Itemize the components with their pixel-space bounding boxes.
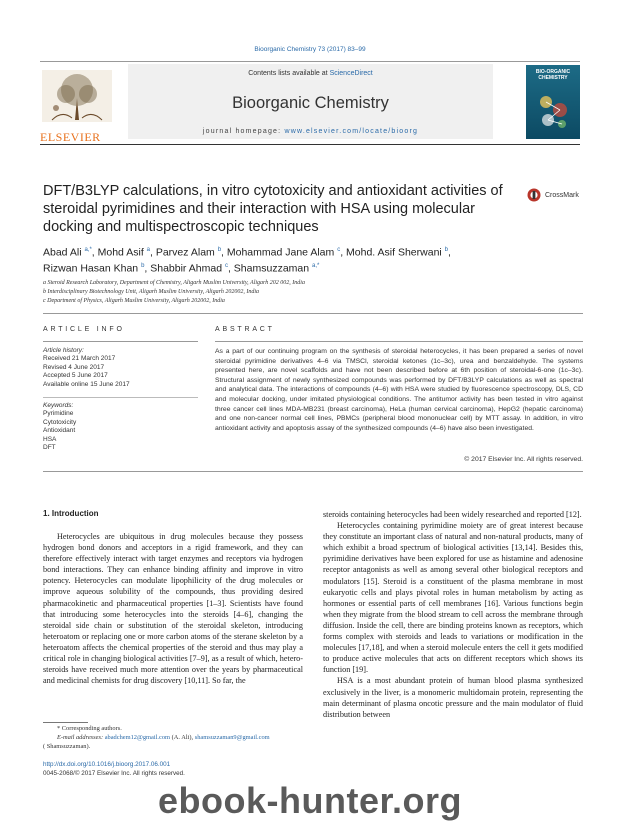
intro-paragraph-3: HSA is a most abundant protein of human blood plasma synthesized exclusively in the liver, is a monomeric multidomain protein, representing the main determinant of plasma oncotic pressure and the main modulator of fluid distribution between [323,676,583,719]
elsevier-tree-logo [42,70,112,122]
intro-paragraph-continued: steroids containing heterocycles had been widely researched and reported [12]. [323,510,582,519]
corresponding-note: * Corresponding authors. [57,725,122,732]
homepage-prefix: journal homepage: [202,128,285,135]
journal-reference[interactable]: Bioorganic Chemistry 73 (2017) 83–99 [254,46,366,53]
publisher-wordmark: ELSEVIER [40,130,101,144]
author-list: Abad Ali $^{a,*}$, Mohd Asif $^a$, Parvez Alam $^b$, Mohammad Jane Alam $^c$, Mohd. Asif Sherwani $^b$, Rizwan Hasan Khan $^b$, Shabbir Ahmad $^c$, Shamsuzzaman $^{a,*}$ [43,246,451,275]
affiliations [43,279,583,306]
history-online: Available online 15 June 2017 [43,380,130,388]
article-title: DFT/B3LYP calculations, in vitro cytotoxicity and antioxidant activities of steroidal pyrimidines and their interaction with HSA using molecular docking and multispectroscopic techniques [43,183,503,235]
email-link[interactable]: abadchem12@gmail.com [104,734,171,741]
cover-title: BIO-ORGANIC CHEMISTRY [535,69,571,81]
divider [43,341,198,342]
doi-block [43,760,303,778]
journal-title: Bioorganic Chemistry [232,94,389,112]
keyword: Antioxidant [43,427,76,435]
abstract-heading: ABSTRACT [215,326,275,333]
keyword: Cytotoxicity [43,418,77,426]
article-info-heading: ARTICLE INFO [43,326,125,333]
email-link[interactable]: shamsuzzaman9@gmail.com [194,734,270,741]
crossmark-icon[interactable] [527,188,541,202]
keywords [43,402,198,452]
cover-molecule-image [534,90,572,132]
sciencedirect-link[interactable]: ScienceDirect [329,70,373,77]
crossmark-label[interactable]: CrossMark [545,192,579,199]
keywords-label: Keywords: [43,402,74,409]
history-received: Received 21 March 2017 [43,355,116,363]
keyword: DFT [43,444,56,452]
watermark: ebook-hunter.org [158,780,462,821]
history-revised: Revised 4 June 2017 [43,363,105,371]
intro-paragraph-1: Heterocycles are ubiquitous in drug molecules because they possess hydrogen bond donors and acceptors in a rigid framework, and they can therefore effectively interact with target enzymes and receptors via hydrogen bond interactions. They can enhance binding affinity and improve in vitro potency. Heterocycles can modulate lipophilicity of the drug molecules or improve aqueous solubility of the compounds, thus providing desired pharmacokinetic and pharmaceutical properties [1–3]. Scientists have found that introducing some heterocycles into the steroids [4–6], changing the steroidal side chain or substitution of the steroidal skeleton, introducing heteroatom or replacing one or more carbon atoms of the sterane skeleton by a heteroatom affects the chemical properties of the steroid and thus may play a critical role in changing biological activities [7–9], as a result of which, hetero-steroids have received much more attention over the years by pharmaceutical and medicinal chemists for drug discovery [10,11]. So far, the [43,532,303,686]
body-column-left [43,531,303,686]
abstract-copyright: © 2017 Elsevier Inc. All rights reserved. [464,456,583,463]
intro-paragraph-2: Heterocycles containing pyrimidine moiety are of great interest because they constitute an important class of natural and non-natural products, many of which exhibit a broad spectrum of biological activities [13,14]. Besides this, pyrimidine derivatives have been explored for use as histamine and adenosine receptor antagonists as well as among several other biological receptors and modulators [15]. Steroid is a constituent of the plasma membrane in most eukaryotic cells and plays pivotal roles in human metabolism by acting as hormones or essential parts of cell membranes [16]. Various functions begin when they migrate from the blood stream to cell across the membrane through diffusion. Inside the cell, there are binding proteins known as receptors, which forms complex with steroids and leads to variations or modification in the molecules [17,18], and when a steroid molecule enters the cell it gets modified to produce active molecules that acts on different receptors which shows its function [19]. [323,521,583,675]
divider [43,471,583,472]
issn-line: 0045-2068/© 2017 Elsevier Inc. All rights reserved. [43,770,185,777]
email-label: E-mail addresses: [57,734,105,741]
affiliation-c: c Department of Physics, Aligarh Muslim University, Aligarh 202002, India [43,298,225,304]
history-accepted: Accepted 5 June 2017 [43,372,108,380]
contents-prefix: Contents lists available at [248,70,330,77]
keyword: HSA [43,435,57,443]
history-label: Article history: [43,347,84,354]
keyword: Pyrimidine [43,410,74,418]
email-owner: (A. Ali), [170,734,195,741]
affiliation-b: b Interdisciplinary Biotechnology Unit, Aligarh Muslim University, Aligarh 202002, India [43,289,259,295]
homepage-link[interactable]: www.elsevier.com/locate/bioorg [284,128,419,135]
contents-line [128,70,493,77]
divider [215,341,583,342]
abstract-text: As a part of our continuing program on the synthesis of steroidal heterocycles, it has been prepared a series of novel steroidal pyrimidine derivatives 4–6 via TMSCl, steroidal ketones (1c–3c), urea and benzaldehyde. The systems presented here, are novel scaffolds and have not been described before at 6th position of steroidal-6-one (1c–3c). Structural assignment of newly synthesized compounds was performed by DFT/B3LYP calculations as well as spectral and analytical data. The interactions of compounds (4–6) with HSA were studied by fluorescence spectroscopy, DLS, CD and molecular docking, under imitated physiological conditions. The antitumor activity has been tested in vitro against three cancer cell lines MDA-MB231 (breast carcinoma), HeLa (human cervical carcinoma), HepG2 (hepatic carcinoma) and one non-cancer normal cell lines, PBMCs (peripheral blood mononuclear cell) by MTT assay. In addition, in vitro antioxidant activity and apoptosis assay of the synthesized compounds (4–6) have also been investigated. [215,348,583,432]
article-history [43,347,198,389]
affiliation-a: a Steroid Research Laboratory, Department of Chemistry, Aligarh Muslim University, Aligarh 202 002, India [43,280,305,286]
journal-homepage [128,128,493,135]
email-owner: ( Shamsuzzaman). [43,743,91,750]
divider [43,313,583,314]
footnotes [43,724,303,751]
footnote-rule [43,722,88,723]
divider [43,397,198,398]
doi-link[interactable]: http://dx.doi.org/10.1016/j.bioorg.2017.06.001 [43,761,171,768]
introduction-heading: 1. Introduction [43,509,99,518]
body-column-right [323,509,583,720]
